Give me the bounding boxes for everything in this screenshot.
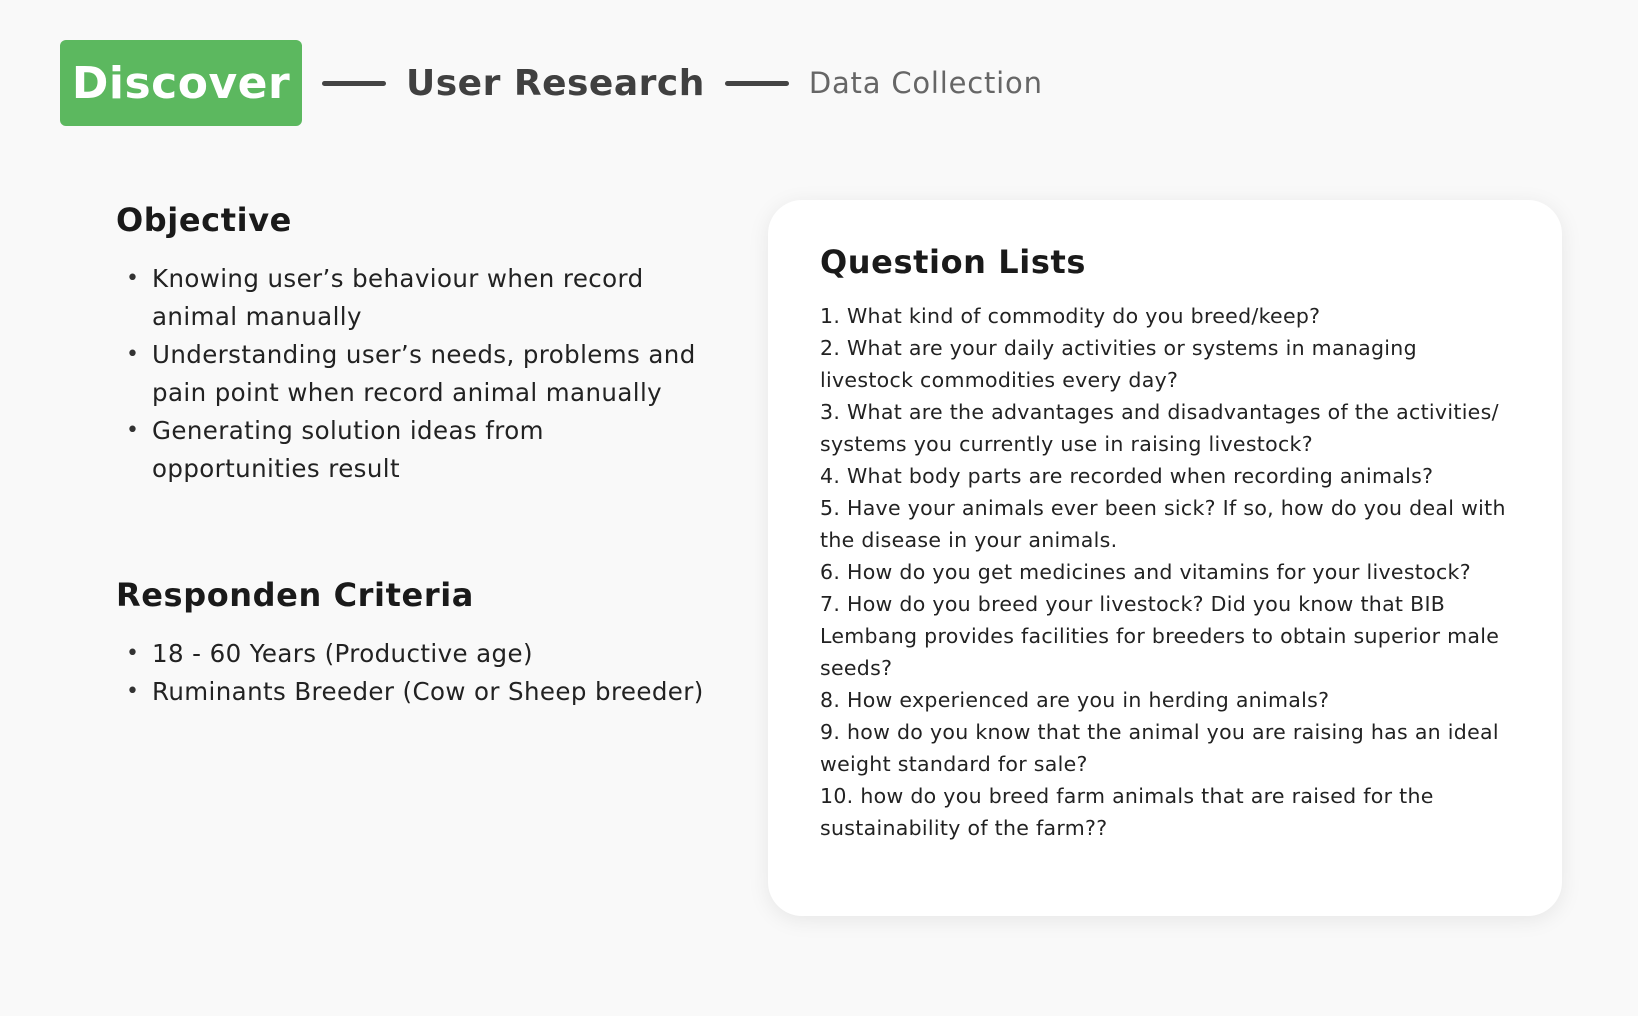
bullet-icon: • bbox=[126, 418, 140, 443]
objective-item bbox=[126, 260, 716, 336]
question-item: 7. How do you breed your livestock? Did you know that BIB Lembang provides facilities for breeders to obtain superior male seeds? bbox=[820, 592, 1500, 680]
objective-item-text: Generating solution ideas from opportunities result bbox=[152, 416, 544, 483]
bullet-icon: • bbox=[126, 679, 140, 704]
bullet-icon: • bbox=[126, 342, 140, 367]
breadcrumb-data-collection: Data Collection bbox=[808, 66, 1043, 100]
question-item: 2. What are your daily activities or systems in managing livestock commodities every day? bbox=[820, 336, 1417, 392]
question-list bbox=[820, 300, 1514, 844]
breadcrumb-connector bbox=[725, 81, 789, 86]
question-item: 8. How experienced are you in herding animals? bbox=[820, 688, 1330, 712]
objective-title: Objective bbox=[116, 201, 292, 239]
question-item: 3. What are the advantages and disadvantages of the activities/ systems you currently use in raising livestock? bbox=[820, 400, 1499, 456]
objective-item-text: Knowing user’s behaviour when record animal manually bbox=[152, 264, 644, 331]
bullet-icon: • bbox=[126, 266, 140, 291]
criteria-item-text: 18 - 60 Years (Productive age) bbox=[152, 639, 533, 668]
breadcrumb-user-research: User Research bbox=[406, 62, 705, 104]
discover-badge: Discover bbox=[60, 40, 302, 126]
objective-item bbox=[126, 336, 716, 412]
question-item: 4. What body parts are recorded when recording animals? bbox=[820, 464, 1434, 488]
criteria-item-text: Ruminants Breeder (Cow or Sheep breeder) bbox=[152, 677, 704, 706]
question-item: 9. how do you know that the animal you are raising has an ideal weight standard for sale? bbox=[820, 720, 1499, 776]
objective-list bbox=[116, 260, 716, 488]
question-item: 6. How do you get medicines and vitamins for your livestock? bbox=[820, 560, 1471, 584]
breadcrumb-connector bbox=[322, 81, 386, 86]
question-list-title: Question Lists bbox=[820, 243, 1087, 281]
objective-item-text: Understanding user’s needs, problems and pain point when record animal manually bbox=[152, 340, 696, 407]
objective-section bbox=[116, 198, 716, 488]
question-list-card bbox=[768, 200, 1562, 916]
criteria-title: Responden Criteria bbox=[116, 576, 474, 614]
bullet-icon: • bbox=[126, 641, 140, 666]
criteria-section bbox=[116, 573, 716, 711]
criteria-item bbox=[126, 635, 716, 673]
criteria-item bbox=[126, 673, 716, 711]
question-item: 5. Have your animals ever been sick? If so, how do you deal with the disease in your animals. bbox=[820, 496, 1506, 552]
question-item: 1. What kind of commodity do you breed/keep? bbox=[820, 304, 1321, 328]
criteria-list bbox=[116, 635, 716, 711]
question-item: 10. how do you breed farm animals that are raised for the sustainability of the farm?? bbox=[820, 784, 1434, 840]
breadcrumb bbox=[60, 40, 1043, 126]
objective-item bbox=[126, 412, 716, 488]
